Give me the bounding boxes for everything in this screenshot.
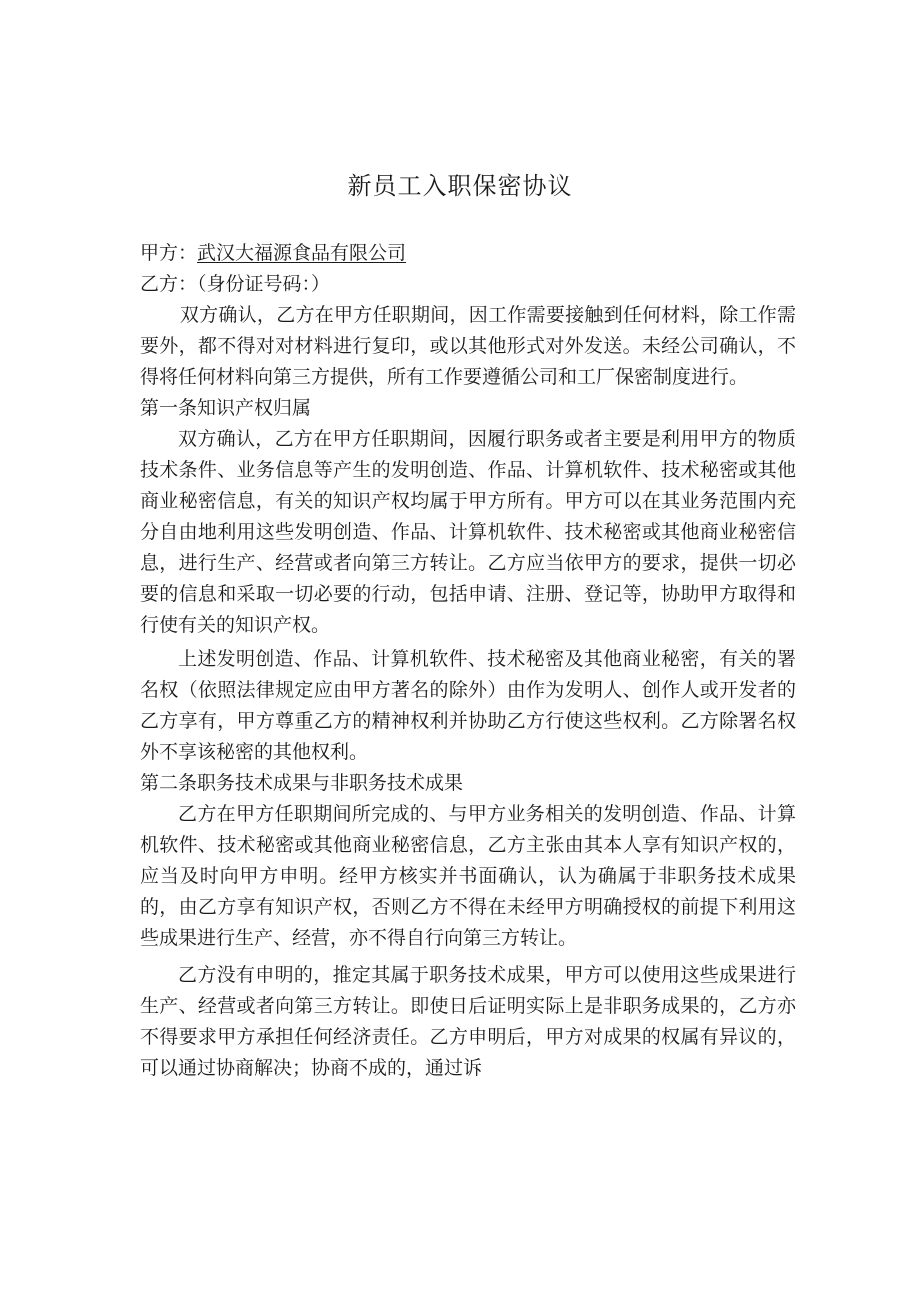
section-heading-1: 第一条知识产权归属 <box>140 397 312 419</box>
party-b-line: 乙方：（身份证号码：） <box>140 273 331 295</box>
document-title: 新员工入职保密协议 <box>347 172 573 200</box>
document-body <box>140 238 796 1084</box>
section-2-paragraph-2: 乙方没有申明的，推定其属于职务技术成果，甲方可以使用这些成果进行生产、经营或者向第三方转让。即使日后证明实际上是非职务成果的，乙方亦不得要求甲方承担任何经济责任。乙方申明后，甲方对成果的权属有异议的，可以通过协商解决；协商不成的，通过诉 <box>140 964 796 1079</box>
section-1-paragraph-1: 双方确认，乙方在甲方任职期间，因履行职务或者主要是利用甲方的物质技术条件、业务信息等产生的发明创造、作品、计算机软件、技术秘密或其他商业秘密信息，有关的知识产权均属于甲方所有。甲方可以在其业务范围内充分自由地利用这些发明创造、作品、计算机软件、技术秘密或其他商业秘密信息，进行生产、经营或者向第三方转让。乙方应当依甲方的要求，提供一切必要的信息和采取一切必要的行动，包括申请、注册、登记等，协助甲方取得和行使有关的知识产权。 <box>140 428 796 636</box>
section-1-paragraph-2: 上述发明创造、作品、计算机软件、技术秘密及其他商业秘密，有关的署名权（依照法律规定应由甲方著名的除外）由作为发明人、创作人或开发者的乙方享有，甲方尊重乙方的精神权利并协助乙方行使这些权利。乙方除署名权外不享该秘密的其他权利。 <box>140 648 796 763</box>
section-2-paragraph-1: 乙方在甲方任职期间所完成的、与甲方业务相关的发明创造、作品、计算机软件、技术秘密或其他商业秘密信息，乙方主张由其本人享有知识产权的，应当及时向甲方申明。经甲方核实并书面确认，认为确属于非职务技术成果的，由乙方享有知识产权，否则乙方不得在未经甲方明确授权的前提下利用这些成果进行生产、经营，亦不得自行向第三方转让。 <box>140 803 796 949</box>
party-a-label: 甲方： <box>140 242 198 264</box>
party-a-company-name: 武汉大福源食品有限公司 <box>197 242 407 264</box>
section-heading-2: 第二条职务技术成果与非职务技术成果 <box>140 772 464 794</box>
party-a-line <box>140 238 796 269</box>
intro-paragraph: 双方确认，乙方在甲方任职期间，因工作需要接触到任何材料，除工作需要外，都不得对对材料进行复印，或以其他形式对外发送。未经公司确认，不得将任何材料向第三方提供，所有工作要遵循公司和工厂保密制度进行。 <box>140 304 796 388</box>
